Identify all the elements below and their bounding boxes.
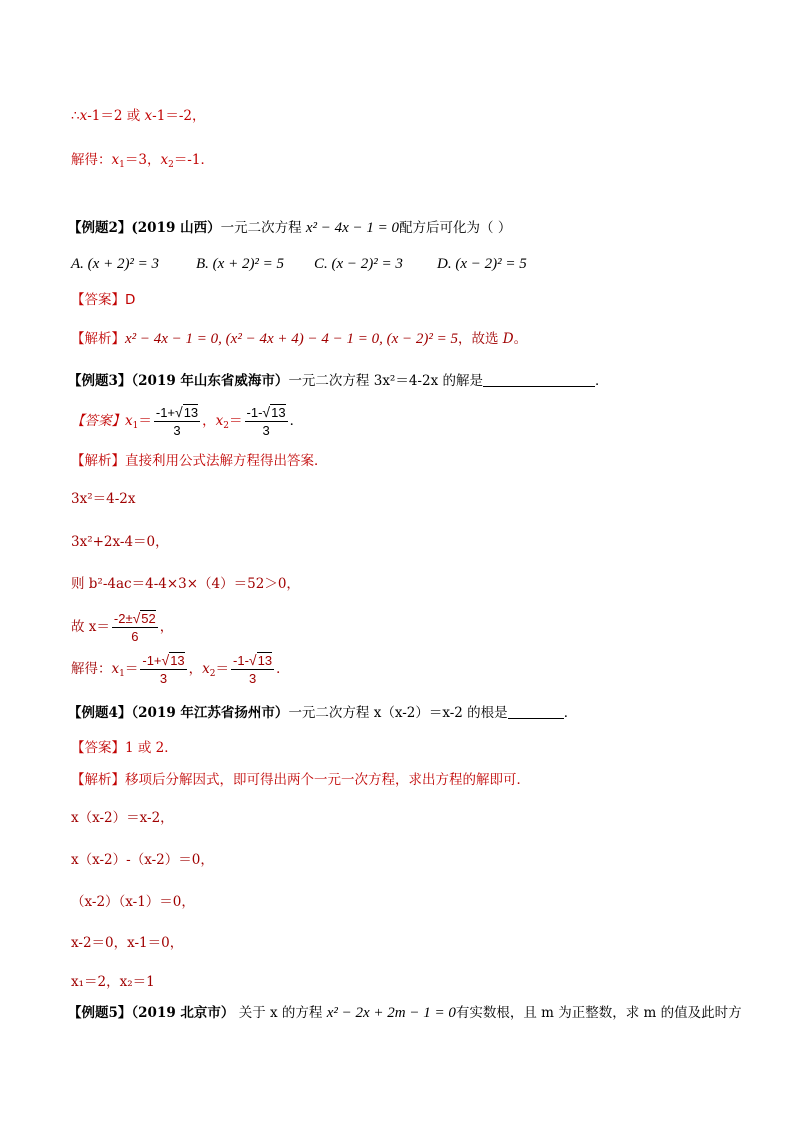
var-x: x xyxy=(160,152,169,168)
fraction: $\frac{-1+√13}{3}$ xyxy=(155,404,199,438)
analysis-equation: x² − 4x − 1 = 0, (x² − 4x + 4) − 4 − 1 = 0, (x − 2)² = 5 xyxy=(125,331,458,347)
example-3-step-2 xyxy=(71,532,169,552)
question-text: 关于 x 的方程 xyxy=(234,1005,327,1021)
example-4-step-2 xyxy=(71,850,214,870)
example-3-step-3 xyxy=(71,574,300,594)
example-3-step-4 xyxy=(71,610,173,645)
text: 故 x＝ xyxy=(71,619,110,635)
solution-line-2 xyxy=(71,150,214,170)
analysis-text: 移项后分解因式，即可得出两个一元一次方程，求出方程的解即可． xyxy=(125,772,530,788)
example-2-question xyxy=(68,218,511,238)
solution-line-1 xyxy=(71,106,205,126)
text: 。 xyxy=(513,331,528,347)
text: ＝3， xyxy=(124,152,161,168)
example-4-question xyxy=(68,703,577,723)
question-text: 配方后可化为（ ） xyxy=(399,220,512,236)
text: -1＝-2， xyxy=(152,108,206,124)
var-x: x xyxy=(79,108,88,124)
example-2-analysis xyxy=(71,329,527,349)
choice: D xyxy=(502,331,514,347)
example-3-step-1 xyxy=(71,489,135,509)
answer-value: 1 或 2． xyxy=(125,740,178,756)
text: ， xyxy=(159,619,174,635)
text: -1＝2 或 xyxy=(87,108,145,124)
example-tag: 【例题3】 xyxy=(68,373,132,389)
question-text: 一元二次方程 xyxy=(220,220,306,236)
answer-blank xyxy=(508,704,564,719)
var-x: x xyxy=(111,152,120,168)
var-x: x xyxy=(125,413,133,429)
step-text: x（x-2）-（x-2）＝0， xyxy=(71,852,214,868)
step-text: x-2＝0，x-1＝0， xyxy=(71,935,184,951)
analysis-label: 【解析】 xyxy=(71,453,125,469)
question-text: 一元二次方程 x（x-2）＝x-2 的根是 xyxy=(288,705,508,721)
text: 解得： xyxy=(71,152,112,168)
fraction: $\frac{-1-√13}{3}$ xyxy=(233,652,273,686)
example-3-question xyxy=(68,371,609,391)
analysis-label: 【解析】 xyxy=(71,772,125,788)
answer-label: 【答案】 xyxy=(71,413,125,429)
text: ． xyxy=(595,373,609,389)
example-3-answer: 【答案】$x_1=$ $\frac{-1+√13}{3}$ ，$x_2=$ $\frac{-1-√13}{3}$ ． xyxy=(71,404,304,438)
example-4-step-5 xyxy=(71,972,155,992)
var-x: x xyxy=(144,108,153,124)
equation: x² − 4x − 1 = 0 xyxy=(305,220,400,236)
example-source: （2019 北京市） xyxy=(131,1005,235,1021)
analysis-text: 直接利用公式法解方程得出答案． xyxy=(125,453,328,469)
option-c: C. (x − 2)² = 3 xyxy=(314,256,403,272)
text: ． xyxy=(276,661,290,677)
example-3-analysis xyxy=(71,451,328,471)
question-text: 一元二次方程 3x²＝4-2x 的解是 xyxy=(288,373,483,389)
option-a: A. (x + 2)² = 3 xyxy=(71,256,160,272)
answer-blank xyxy=(483,372,595,387)
text: ＝-1． xyxy=(173,152,214,168)
example-4-step-4 xyxy=(71,933,183,953)
question-text: 有实数根，且 m 为正整数，求 m 的值及此时方 xyxy=(455,1005,742,1021)
text: ． xyxy=(289,413,304,429)
example-4-analysis xyxy=(71,770,530,790)
answer-value: D xyxy=(125,292,136,308)
subscript: 2 xyxy=(168,160,174,170)
example-tag: 【例题2】 xyxy=(68,220,132,236)
text: ＝ xyxy=(138,413,152,429)
example-4-answer xyxy=(71,738,178,758)
analysis-label: 【解析】 xyxy=(71,331,125,347)
example-5-question xyxy=(68,1003,742,1023)
text: ， xyxy=(202,413,216,429)
therefore-symbol: ∴ xyxy=(71,108,80,124)
step-text: 3x²＝4-2x xyxy=(71,491,136,507)
equation: x² − 2x + 2m − 1 = 0 xyxy=(326,1005,456,1021)
text: ． xyxy=(563,705,578,721)
step-text: 则 b²-4ac＝4-4×3×（4）＝52＞0， xyxy=(71,576,300,592)
option-b: B. (x + 2)² = 5 xyxy=(196,256,285,272)
example-3-step-5: 解得：$x_1=$ $\frac{-1+√13}{3}$ ，$x_2=$ $\frac{-1-√13}{3}$ ． xyxy=(71,652,290,686)
text: ，故选 xyxy=(457,331,503,347)
fraction: $\frac{-1+√13}{3}$ xyxy=(142,652,185,686)
text: 解得： xyxy=(71,661,112,677)
example-source: （2019 年江苏省扬州市） xyxy=(131,705,289,721)
example-tag: 【例题4】 xyxy=(68,705,132,721)
step-text: 3x²+2x-4＝0， xyxy=(71,534,169,550)
example-4-step-3 xyxy=(71,892,195,912)
example-source: (2019 山西） xyxy=(131,220,221,236)
step-text: x₁＝2，x₂＝1 xyxy=(71,974,155,990)
example-2-answer xyxy=(71,290,135,310)
fraction: $\frac{-2\pm√52}{6}$ xyxy=(113,610,156,644)
step-text: x（x-2）＝x-2， xyxy=(71,810,174,826)
answer-label: 【答案】 xyxy=(71,740,125,756)
answer-label: 【答案】 xyxy=(71,292,125,308)
example-source: （2019 年山东省威海市） xyxy=(131,373,289,389)
example-4-step-1 xyxy=(71,808,174,828)
example-tag: 【例题5】 xyxy=(68,1005,132,1021)
fraction: $\frac{-1-√13}{3}$ xyxy=(246,404,286,438)
option-d: D. (x − 2)² = 5 xyxy=(437,256,527,272)
subscript: 1 xyxy=(119,160,125,170)
step-text: （x-2）（x-1）＝0， xyxy=(71,894,195,910)
